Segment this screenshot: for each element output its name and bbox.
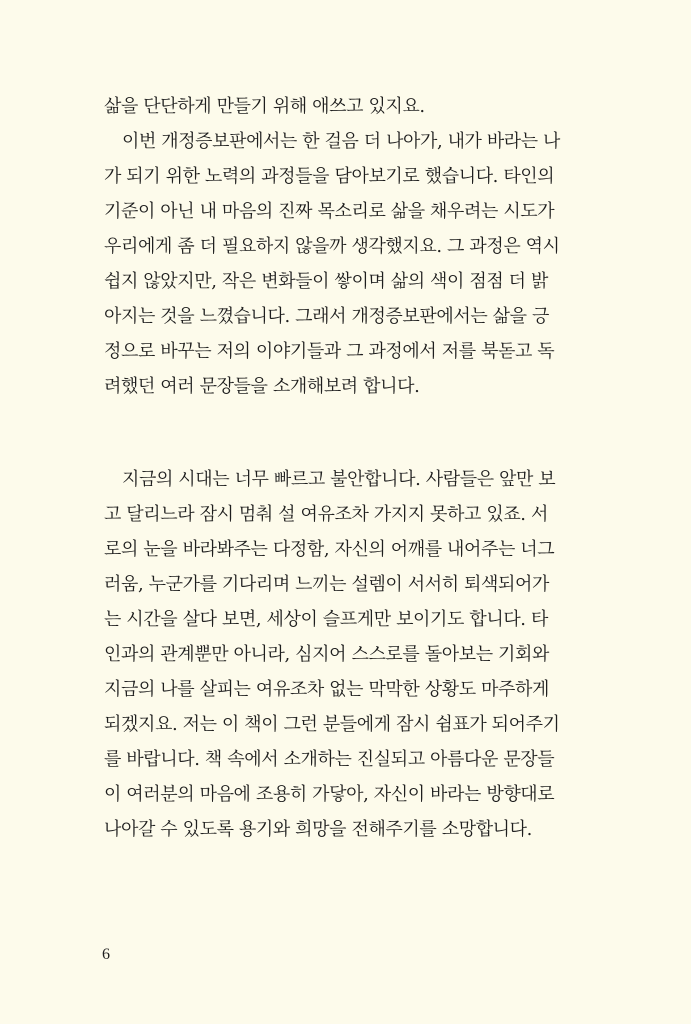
text-line: 나아갈 수 있도록 용기와 희망을 전해주기를 소망합니다. [104, 819, 532, 840]
text-line: 쉽지 않았지만, 작은 변화들이 쌓이며 삶의 색이 점점 더 밝 [104, 271, 548, 292]
text-line: 되겠지요. 저는 이 책이 그런 분들에게 잠시 쉼표가 되어주기 [104, 714, 560, 735]
text-line: 가 되기 위한 노력의 과정들을 담아보기로 했습니다. 타인의 [104, 166, 555, 187]
text-line: 러움, 누군가를 기다리며 느끼는 설렘이 서서히 퇴색되어가 [104, 574, 549, 595]
text-line: 정으로 바꾸는 저의 이야기들과 그 과정에서 저를 북돋고 독 [104, 341, 555, 362]
text-line: 려했던 여러 문장들을 소개해보려 합니다. [104, 376, 420, 397]
text-line: 지금의 나를 살피는 여유조차 없는 막막한 상황도 마주하게 [104, 679, 549, 700]
text-line: 인과의 관계뿐만 아니라, 심지어 스스로를 돌아보는 기회와 [104, 644, 549, 665]
text-line: 기준이 아닌 내 마음의 진짜 목소리로 삶을 채우려는 시도가 [104, 201, 555, 222]
text-line: 를 바랍니다. 책 속에서 소개하는 진실되고 아름다운 문장들 [104, 749, 555, 770]
text-line: 이번 개정증보판에서는 한 걸음 더 나아가, 내가 바라는 나 [122, 131, 561, 152]
text-line: 이 여러분의 마음에 조용히 가닿아, 자신이 바라는 방향대로 [104, 784, 555, 805]
text-line: 아지는 것을 느꼈습니다. 그래서 개정증보판에서는 삶을 긍 [104, 306, 549, 327]
text-line: 삶을 단단하게 만들기 위해 애쓰고 있지요. [104, 96, 425, 117]
text-line: 고 달리느라 잠시 멈춰 설 여유조차 가지지 못하고 있죠. 서 [104, 504, 548, 525]
page-number: 6 [102, 946, 110, 963]
text-line: 는 시간을 살다 보면, 세상이 슬프게만 보이기도 합니다. 타 [104, 609, 548, 630]
text-line: 지금의 시대는 너무 빠르고 불안합니다. 사람들은 앞만 보 [122, 469, 556, 490]
text-line: 우리에게 좀 더 필요하지 않을까 생각했지요. 그 과정은 역시 [104, 236, 560, 257]
text-line: 로의 눈을 바라봐주는 다정함, 자신의 어깨를 내어주는 너그 [104, 539, 555, 560]
